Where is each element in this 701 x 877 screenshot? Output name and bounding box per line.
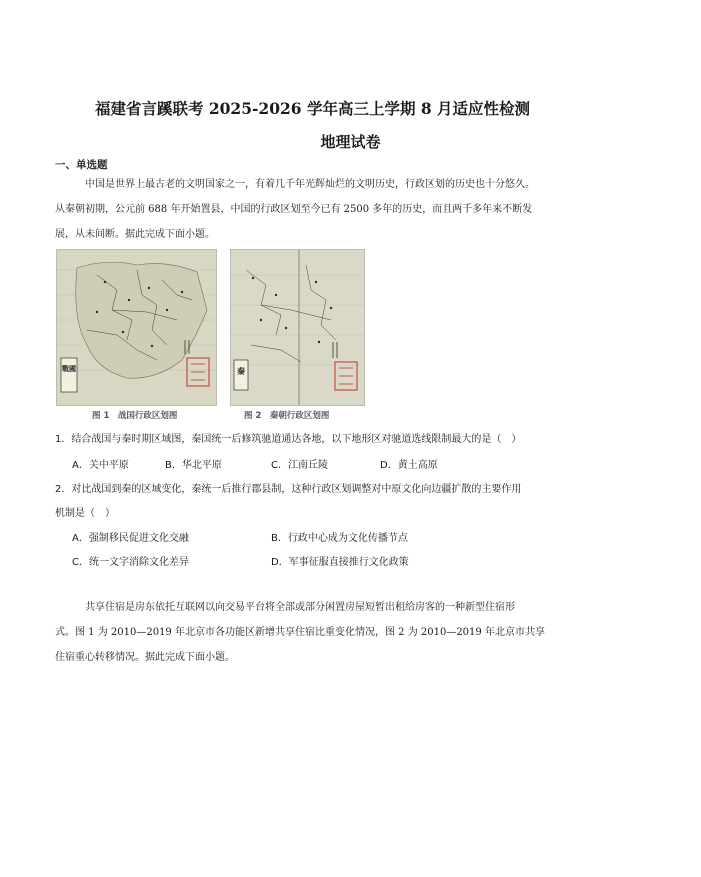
question-1-stem: 1．结合战国与秦时期区域图，秦国统一后修筑驰道通达各地，以下地形区对驰道选线限制最大的是（ ）: [55, 434, 522, 445]
intro1-line: 中国是世界上最古老的文明国家之一，有着几千年光辉灿烂的文明历史，行政区划的历史也十分悠久。: [85, 179, 535, 190]
intro-paragraph-1: [55, 172, 665, 247]
question-1-option-c: C．江南丘陵: [271, 460, 328, 471]
figure-2-caption: 图 2 秦朝行政区划图: [244, 411, 330, 421]
warring-states-map-image: [56, 249, 217, 406]
question-1-option-a: A．关中平原: [72, 460, 129, 471]
question-2-option-a: A．强制移民促进文化交融: [72, 533, 189, 544]
question-2-option-d: D．军事征服直接推行文化政策: [271, 557, 409, 568]
map-stamp-label: 戰國: [62, 364, 76, 373]
intro2-line: 共享住宿是房东依托互联网以向交易平台将全部或部分闲置房屋短暂出租给房客的一种新型住宿形: [85, 602, 515, 613]
question-1-option-b: B．华北平原: [165, 460, 222, 471]
intro2-line: 式。图 1 为 2010—2019 年北京市各功能区新增共享住宿比重变化情况，图 2 为 2010—2019 年北京市共享: [55, 627, 545, 638]
intro1-line: 从秦朝初期，公元前 688 年开始置县，中国的行政区划至今已有 2500 多年的历史，而且两千多年来不断发: [55, 204, 533, 215]
qin-dynasty-map-image: [230, 249, 365, 406]
question-2-option-b: B．行政中心成为文化传播节点: [271, 533, 408, 544]
document-subtitle: 地理试卷: [320, 133, 381, 151]
map-stamp-label: 秦: [237, 366, 245, 376]
question-1-option-d: D．黄土高原: [380, 460, 438, 471]
question-2-stem-line-1: 2．对比战国到秦的区域变化，秦统一后推行郡县制，这种行政区划调整对中原文化向边疆扩散的主要作用: [55, 484, 522, 495]
intro-paragraph-2: [55, 595, 665, 670]
question-2-stem-line-2: 机制是（ ）: [55, 508, 115, 519]
document-title: 福建省言蹊联考 2025-2026 学年高三上学期 8 月适应性检测: [94, 99, 531, 118]
section-heading: 一、单选题: [55, 159, 108, 171]
intro2-line: 住宿重心转移情况。据此完成下面小题。: [55, 652, 235, 663]
intro1-line: 展，从未间断。据此完成下面小题。: [55, 229, 215, 240]
figure-1-caption: 图 1 战国行政区划图: [92, 411, 178, 421]
question-2-option-c: C．统一文字消除文化差异: [72, 557, 189, 568]
